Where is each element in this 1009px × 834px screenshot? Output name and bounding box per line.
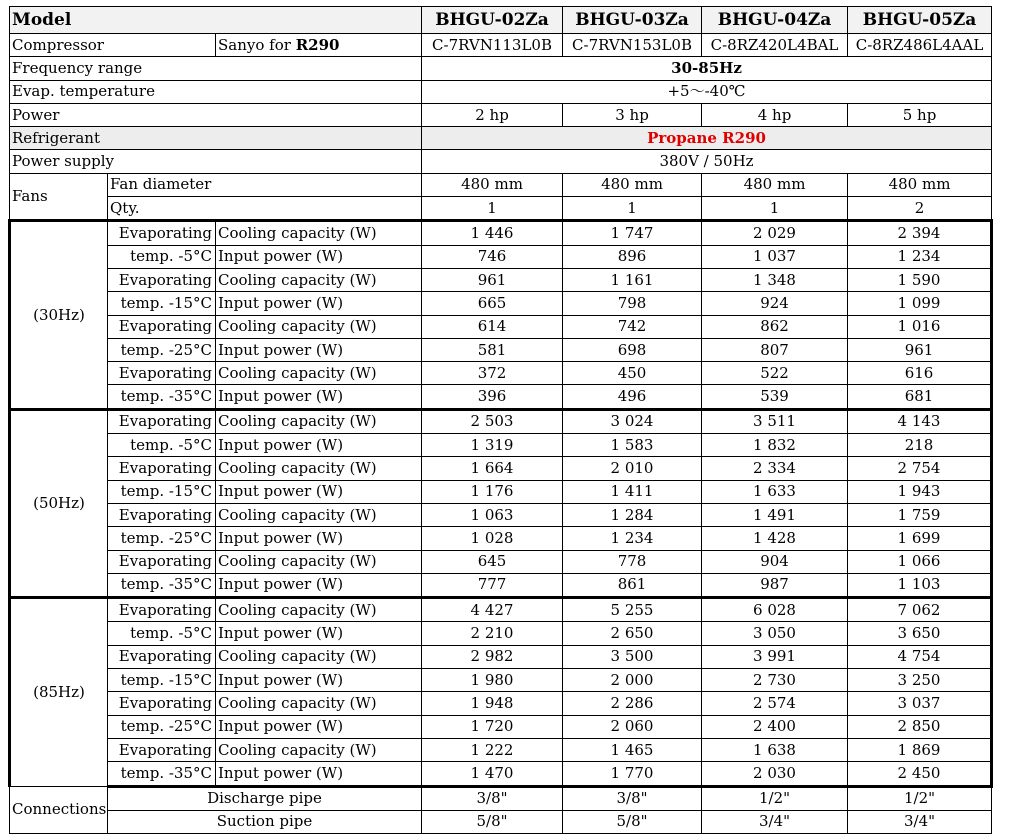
suction-value: 5/8" xyxy=(422,810,563,833)
cooling-capacity-value: 4 427 xyxy=(422,598,563,622)
cooling-capacity-value: 1 446 xyxy=(422,221,563,245)
discharge-value: 3/8" xyxy=(563,786,702,810)
perf-row-input xyxy=(10,480,992,503)
fan-qty-label: Qty. xyxy=(108,197,422,221)
input-power-value: 1 832 xyxy=(702,434,848,457)
cooling-capacity-label: Cooling capacity (W) xyxy=(216,457,422,480)
cooling-capacity-label: Cooling capacity (W) xyxy=(216,550,422,573)
evap-temp-label: temp. -35°C xyxy=(108,573,216,597)
model-name: BHGU-02Za xyxy=(422,7,563,34)
perf-row-cooling xyxy=(10,362,992,385)
input-power-value: 581 xyxy=(422,338,563,361)
discharge-value: 1/2" xyxy=(702,786,848,810)
perf-row-input xyxy=(10,385,992,409)
perf-row-cooling xyxy=(10,221,992,245)
power-value: 2 hp xyxy=(422,103,563,126)
perf-row-cooling xyxy=(10,738,992,761)
cooling-capacity-value: 2 574 xyxy=(702,692,848,715)
input-power-value: 1 470 xyxy=(422,762,563,786)
input-power-value: 3 650 xyxy=(848,622,992,645)
evaporating-label: Evaporating xyxy=(108,503,216,526)
input-power-value: 3 250 xyxy=(848,669,992,692)
refrigerant-value: Propane R290 xyxy=(422,127,992,150)
evap-temp-label: temp. -25°C xyxy=(108,715,216,738)
input-power-value: 798 xyxy=(563,292,702,315)
input-power-label: Input power (W) xyxy=(216,762,422,786)
input-power-value: 2 850 xyxy=(848,715,992,738)
frequency-label: Frequency range xyxy=(10,57,422,80)
input-power-value: 896 xyxy=(563,245,702,268)
header-row xyxy=(10,7,992,34)
input-power-value: 2 650 xyxy=(563,622,702,645)
suction-value: 3/4" xyxy=(702,810,848,833)
input-power-label: Input power (W) xyxy=(216,622,422,645)
cooling-capacity-value: 3 500 xyxy=(563,645,702,668)
cooling-capacity-value: 4 143 xyxy=(848,409,992,433)
input-power-label: Input power (W) xyxy=(216,480,422,503)
evap-temp-label: temp. -15°C xyxy=(108,669,216,692)
cooling-capacity-value: 2 029 xyxy=(702,221,848,245)
cooling-capacity-label: Cooling capacity (W) xyxy=(216,409,422,433)
input-power-value: 1 411 xyxy=(563,480,702,503)
cooling-capacity-value: 6 028 xyxy=(702,598,848,622)
input-power-value: 2 400 xyxy=(702,715,848,738)
input-power-value: 924 xyxy=(702,292,848,315)
cooling-capacity-label: Cooling capacity (W) xyxy=(216,645,422,668)
compressor-brand-prefix: Sanyo for xyxy=(218,35,296,54)
cooling-capacity-value: 862 xyxy=(702,315,848,338)
power-value: 3 hp xyxy=(563,103,702,126)
perf-row-input xyxy=(10,669,992,692)
input-power-value: 1 583 xyxy=(563,434,702,457)
refrigerant-row xyxy=(10,127,992,150)
cooling-capacity-value: 3 037 xyxy=(848,692,992,715)
cooling-capacity-label: Cooling capacity (W) xyxy=(216,268,422,291)
evaporating-label: Evaporating xyxy=(108,550,216,573)
cooling-capacity-value: 1 016 xyxy=(848,315,992,338)
fan-diameter-row xyxy=(10,173,992,196)
perf-row-input xyxy=(10,292,992,315)
cooling-capacity-value: 3 991 xyxy=(702,645,848,668)
suction-row xyxy=(10,810,992,833)
cooling-capacity-value: 7 062 xyxy=(848,598,992,622)
evap-temp-label: temp. -35°C xyxy=(108,762,216,786)
fan-diameter-value: 480 mm xyxy=(422,173,563,196)
evap-temp-row xyxy=(10,80,992,103)
cooling-capacity-label: Cooling capacity (W) xyxy=(216,738,422,761)
cooling-capacity-value: 1 948 xyxy=(422,692,563,715)
compressor-value: C-8RZ420L4BAL xyxy=(702,34,848,57)
suction-value: 5/8" xyxy=(563,810,702,833)
evaporating-label: Evaporating xyxy=(108,362,216,385)
input-power-value: 2 060 xyxy=(563,715,702,738)
cooling-capacity-value: 2 010 xyxy=(563,457,702,480)
cooling-capacity-value: 1 161 xyxy=(563,268,702,291)
evaporating-label: Evaporating xyxy=(108,692,216,715)
suction-label: Suction pipe xyxy=(108,810,422,833)
perf-row-input xyxy=(10,338,992,361)
input-power-value: 1 319 xyxy=(422,434,563,457)
evap-temp-label: temp. -5°C xyxy=(108,434,216,457)
cooling-capacity-value: 778 xyxy=(563,550,702,573)
input-power-value: 2 000 xyxy=(563,669,702,692)
cooling-capacity-label: Cooling capacity (W) xyxy=(216,362,422,385)
fan-qty-value: 1 xyxy=(422,197,563,221)
input-power-value: 807 xyxy=(702,338,848,361)
input-power-value: 861 xyxy=(563,573,702,597)
cooling-capacity-value: 1 284 xyxy=(563,503,702,526)
evaporating-label: Evaporating xyxy=(108,598,216,622)
cooling-capacity-value: 614 xyxy=(422,315,563,338)
cooling-capacity-value: 1 066 xyxy=(848,550,992,573)
fan-diameter-value: 480 mm xyxy=(702,173,848,196)
frequency-section-label: (50Hz) xyxy=(10,409,108,597)
refrigerant-label: Refrigerant xyxy=(10,127,422,150)
frequency-value: 30-85Hz xyxy=(422,57,992,80)
cooling-capacity-value: 742 xyxy=(563,315,702,338)
input-power-value: 1 633 xyxy=(702,480,848,503)
perf-row-cooling xyxy=(10,268,992,291)
input-power-value: 1 720 xyxy=(422,715,563,738)
input-power-value: 987 xyxy=(702,573,848,597)
input-power-value: 539 xyxy=(702,385,848,409)
input-power-value: 1 037 xyxy=(702,245,848,268)
input-power-value: 1 980 xyxy=(422,669,563,692)
cooling-capacity-value: 904 xyxy=(702,550,848,573)
perf-row-cooling xyxy=(10,692,992,715)
power-label: Power xyxy=(10,103,422,126)
evap-temp-value: +5～-40℃ xyxy=(422,80,992,103)
input-power-label: Input power (W) xyxy=(216,245,422,268)
cooling-capacity-value: 2 394 xyxy=(848,221,992,245)
evaporating-label: Evaporating xyxy=(108,268,216,291)
evap-temp-label: temp. -15°C xyxy=(108,480,216,503)
fan-qty-value: 1 xyxy=(702,197,848,221)
input-power-value: 1 176 xyxy=(422,480,563,503)
input-power-value: 777 xyxy=(422,573,563,597)
power-supply-value: 380V / 50Hz xyxy=(422,150,992,173)
perf-row-cooling xyxy=(10,550,992,573)
evaporating-label: Evaporating xyxy=(108,409,216,433)
perf-row-input xyxy=(10,715,992,738)
input-power-value: 496 xyxy=(563,385,702,409)
discharge-row xyxy=(10,786,992,810)
cooling-capacity-value: 1 222 xyxy=(422,738,563,761)
compressor-label: Compressor xyxy=(10,34,216,57)
input-power-value: 1 428 xyxy=(702,527,848,550)
input-power-label: Input power (W) xyxy=(216,715,422,738)
input-power-value: 218 xyxy=(848,434,992,457)
frequency-section-label: (30Hz) xyxy=(10,221,108,409)
input-power-value: 2 730 xyxy=(702,669,848,692)
evaporating-label: Evaporating xyxy=(108,738,216,761)
cooling-capacity-value: 961 xyxy=(422,268,563,291)
input-power-label: Input power (W) xyxy=(216,385,422,409)
discharge-label: Discharge pipe xyxy=(108,786,422,810)
input-power-value: 1 943 xyxy=(848,480,992,503)
compressor-value: C-8RZ486L4AAL xyxy=(848,34,992,57)
fan-diameter-label: Fan diameter xyxy=(108,173,422,196)
power-value: 4 hp xyxy=(702,103,848,126)
cooling-capacity-value: 1 465 xyxy=(563,738,702,761)
fan-diameter-value: 480 mm xyxy=(563,173,702,196)
cooling-capacity-value: 522 xyxy=(702,362,848,385)
input-power-value: 681 xyxy=(848,385,992,409)
compressor-value: C-7RVN113L0B xyxy=(422,34,563,57)
connections-label: Connections xyxy=(10,786,108,834)
power-supply-row xyxy=(10,150,992,173)
cooling-capacity-value: 1 747 xyxy=(563,221,702,245)
cooling-capacity-value: 5 255 xyxy=(563,598,702,622)
input-power-value: 2 450 xyxy=(848,762,992,786)
input-power-value: 665 xyxy=(422,292,563,315)
compressor-value: C-7RVN153L0B xyxy=(563,34,702,57)
power-value: 5 hp xyxy=(848,103,992,126)
perf-row-cooling xyxy=(10,598,992,622)
discharge-value: 3/8" xyxy=(422,786,563,810)
spec-table xyxy=(8,6,993,834)
cooling-capacity-label: Cooling capacity (W) xyxy=(216,315,422,338)
perf-row-input xyxy=(10,622,992,645)
evap-temp-label: temp. -25°C xyxy=(108,338,216,361)
cooling-capacity-value: 1 491 xyxy=(702,503,848,526)
input-power-value: 3 050 xyxy=(702,622,848,645)
cooling-capacity-value: 1 638 xyxy=(702,738,848,761)
perf-row-cooling xyxy=(10,457,992,480)
fan-diameter-value: 480 mm xyxy=(848,173,992,196)
suction-value: 3/4" xyxy=(848,810,992,833)
discharge-value: 1/2" xyxy=(848,786,992,810)
power-row xyxy=(10,103,992,126)
fan-qty-value: 1 xyxy=(563,197,702,221)
fan-qty-row xyxy=(10,197,992,221)
frequency-row xyxy=(10,57,992,80)
cooling-capacity-value: 3 511 xyxy=(702,409,848,433)
input-power-value: 1 234 xyxy=(848,245,992,268)
input-power-value: 1 028 xyxy=(422,527,563,550)
perf-row-cooling xyxy=(10,645,992,668)
cooling-capacity-value: 2 334 xyxy=(702,457,848,480)
cooling-capacity-value: 1 063 xyxy=(422,503,563,526)
fan-qty-value: 2 xyxy=(848,197,992,221)
input-power-label: Input power (W) xyxy=(216,573,422,597)
perf-row-input xyxy=(10,527,992,550)
compressor-brand xyxy=(216,34,422,57)
frequency-section-label: (85Hz) xyxy=(10,598,108,786)
evap-temp-label: temp. -15°C xyxy=(108,292,216,315)
cooling-capacity-value: 1 869 xyxy=(848,738,992,761)
cooling-capacity-value: 2 286 xyxy=(563,692,702,715)
input-power-label: Input power (W) xyxy=(216,669,422,692)
evap-temp-label: temp. -25°C xyxy=(108,527,216,550)
model-label: Model xyxy=(10,7,422,34)
cooling-capacity-label: Cooling capacity (W) xyxy=(216,221,422,245)
input-power-value: 2 030 xyxy=(702,762,848,786)
compressor-row xyxy=(10,34,992,57)
cooling-capacity-value: 1 590 xyxy=(848,268,992,291)
input-power-label: Input power (W) xyxy=(216,338,422,361)
evaporating-label: Evaporating xyxy=(108,315,216,338)
evap-temp-label: Evap. temperature xyxy=(10,80,422,103)
input-power-label: Input power (W) xyxy=(216,292,422,315)
input-power-value: 1 699 xyxy=(848,527,992,550)
input-power-value: 1 234 xyxy=(563,527,702,550)
cooling-capacity-label: Cooling capacity (W) xyxy=(216,598,422,622)
cooling-capacity-value: 372 xyxy=(422,362,563,385)
compressor-brand-refrigerant: R290 xyxy=(295,35,340,54)
cooling-capacity-value: 3 024 xyxy=(563,409,702,433)
perf-row-cooling xyxy=(10,409,992,433)
input-power-value: 746 xyxy=(422,245,563,268)
cooling-capacity-value: 1 664 xyxy=(422,457,563,480)
evaporating-label: Evaporating xyxy=(108,221,216,245)
input-power-value: 961 xyxy=(848,338,992,361)
cooling-capacity-value: 616 xyxy=(848,362,992,385)
model-name: BHGU-03Za xyxy=(563,7,702,34)
cooling-capacity-value: 645 xyxy=(422,550,563,573)
fans-label: Fans xyxy=(10,173,108,221)
perf-row-input xyxy=(10,434,992,457)
cooling-capacity-value: 4 754 xyxy=(848,645,992,668)
cooling-capacity-label: Cooling capacity (W) xyxy=(216,503,422,526)
evaporating-label: Evaporating xyxy=(108,645,216,668)
input-power-value: 2 210 xyxy=(422,622,563,645)
input-power-label: Input power (W) xyxy=(216,527,422,550)
cooling-capacity-value: 2 754 xyxy=(848,457,992,480)
evap-temp-label: temp. -35°C xyxy=(108,385,216,409)
evaporating-label: Evaporating xyxy=(108,457,216,480)
input-power-value: 1 099 xyxy=(848,292,992,315)
evap-temp-label: temp. -5°C xyxy=(108,245,216,268)
input-power-value: 396 xyxy=(422,385,563,409)
model-name: BHGU-05Za xyxy=(848,7,992,34)
cooling-capacity-value: 1 759 xyxy=(848,503,992,526)
cooling-capacity-value: 450 xyxy=(563,362,702,385)
input-power-label: Input power (W) xyxy=(216,434,422,457)
perf-row-cooling xyxy=(10,503,992,526)
perf-row-input xyxy=(10,762,992,786)
evap-temp-label: temp. -5°C xyxy=(108,622,216,645)
cooling-capacity-label: Cooling capacity (W) xyxy=(216,692,422,715)
perf-row-input xyxy=(10,573,992,597)
cooling-capacity-value: 1 348 xyxy=(702,268,848,291)
perf-row-input xyxy=(10,245,992,268)
cooling-capacity-value: 2 982 xyxy=(422,645,563,668)
input-power-value: 1 770 xyxy=(563,762,702,786)
input-power-value: 1 103 xyxy=(848,573,992,597)
perf-row-cooling xyxy=(10,315,992,338)
model-name: BHGU-04Za xyxy=(702,7,848,34)
power-supply-label: Power supply xyxy=(10,150,422,173)
cooling-capacity-value: 2 503 xyxy=(422,409,563,433)
input-power-value: 698 xyxy=(563,338,702,361)
